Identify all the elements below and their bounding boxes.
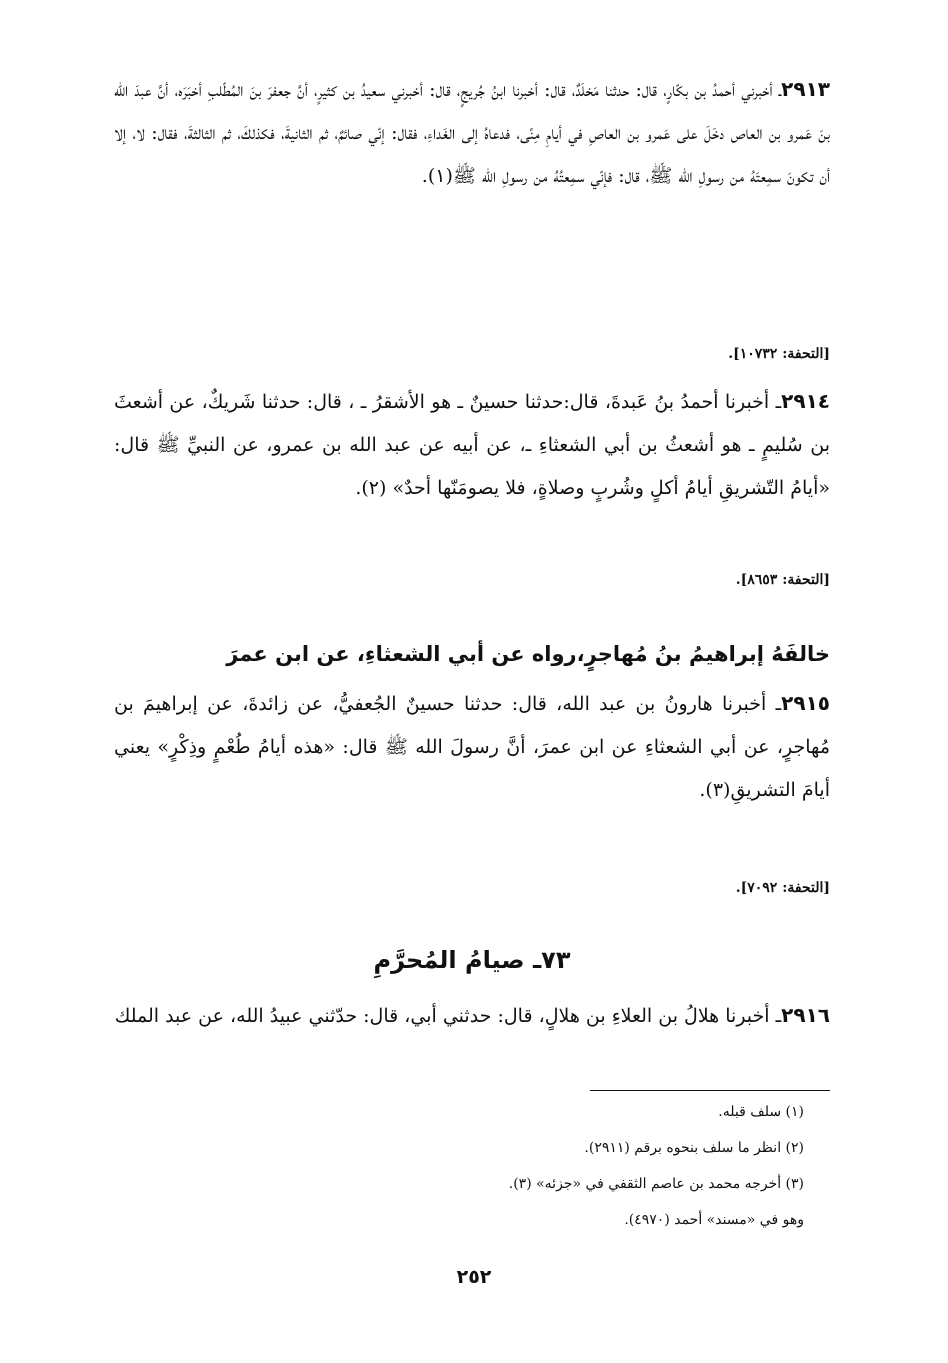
- hadith-2915-reference: [114, 878, 830, 898]
- hadith-number: ٢٩١٦: [781, 1003, 830, 1027]
- tuhfa-reference: [التحفة: ١٠٧٣٢].: [728, 346, 830, 362]
- chapter-heading: ٧٣ـ صيامُ المُحرَّمِ: [373, 946, 571, 974]
- footnotes: [114, 1094, 830, 1238]
- tuhfa-reference: [التحفة: ٨٦٥٣].: [735, 572, 830, 588]
- hadith-2916: [114, 994, 830, 1038]
- section-heading-block: [114, 634, 830, 674]
- footnote-separator: [590, 1090, 830, 1091]
- hadith-text: ـ أخبرنا أحمدُ بنُ عَبدةَ، قال:حدثنا حسينٌ ـ هو الأشقرُ ـ ، قال: حدثنا شَريكٌ، عن أشعثَ بن سُليمٍ ـ هو أشعثُ بن أبي الشعثاءِ ـ، عن أبيه عن عبد الله بن عمرو، عن النبيِّ ﷺ قال: «أيامُ التّشريقِ أيامُ أكلٍ وشُربٍ وصلاةٍ، فلا يصومَنّها أحدٌ» (٢).: [114, 391, 830, 499]
- tuhfa-reference: [التحفة: ٧٠٩٢].: [735, 880, 830, 896]
- chapter-heading-block: [114, 940, 830, 980]
- hadith-paragraph: [114, 68, 830, 198]
- hadith-2915: [114, 682, 830, 812]
- hadith-number: ٢٩١٣: [781, 77, 830, 101]
- page-number: ٢٥٢: [456, 1266, 492, 1288]
- section-heading: خالفَهُ إبراهيمُ بنُ مُهاجرٍ،رواه عن أبي الشعثاءِ، عن ابن عمرَ: [226, 642, 830, 666]
- hadith-paragraph: [114, 380, 830, 510]
- hadith-2913: [114, 68, 830, 198]
- footnote: وهو في «مسند» أحمد (٤٩٧٠).: [624, 1212, 804, 1228]
- footnote: (١) سلف قبله.: [718, 1104, 804, 1120]
- hadith-paragraph: [114, 994, 830, 1038]
- hadith-2914-reference: [114, 570, 830, 590]
- hadith-2913-reference: [114, 344, 830, 364]
- footnote: (٢) انظر ما سلف بنحوه برقم (٢٩١١).: [584, 1140, 804, 1156]
- hadith-2914: [114, 380, 830, 510]
- hadith-paragraph: [114, 682, 830, 812]
- footnote: (٣) أخرجه محمد بن عاصم الثقفي في «جزئه» (٣).: [508, 1176, 804, 1192]
- hadith-text: ـ أخبرني أحمدُ بن بكّارٍ، قال: حدثنا مَخلَدٌ، قال: أخبرنا ابنُ جُريجٍ، قال: أخبرني سعيدُ بن كثيرٍ، أنَّ جعفرَ بنَ المُطّلبِ أخبَرَه، أنَّ عبدَ الله بنَ عَمرو بن العاص دخَلَ على عَمرو بن العاصِ في أيامِ مِنًى، فدعاهُ إلى الغَداءِ، فقال: إنّي صائمٌ، ثم الثانيةَ، فكذلكَ، ثم الثالثةَ، فقال: لا، إلا أن تكونَ سمِعتَهُ من رسولِ الله ﷺ، قال: فإنّي سمِعتُهُ من رسولِ الله ﷺ(١).: [114, 79, 830, 187]
- hadith-text: ـ أخبرنا هارونُ بن عبد الله، قال: حدثنا حسينٌ الجُعفيُّ، عن زائدةَ، عن إبراهيمَ بن مُهاجرٍ، عن أبي الشعثاءِ عن ابن عمرَ، أنَّ رسولَ الله ﷺ قال: «هذه أيامُ طُعْمٍ وذِكْرٍ» يعني أيامَ التشريقِ(٣).: [114, 693, 830, 801]
- hadith-text: ـ أخبرنا هلالُ بن العلاءِ بن هلالٍ، قال: حدثني أبي، قال: حدّثني عبيدُ الله، عن عبد الملك: [114, 1005, 782, 1027]
- hadith-number: ٢٩١٥: [781, 691, 830, 715]
- hadith-number: ٢٩١٤: [781, 389, 830, 413]
